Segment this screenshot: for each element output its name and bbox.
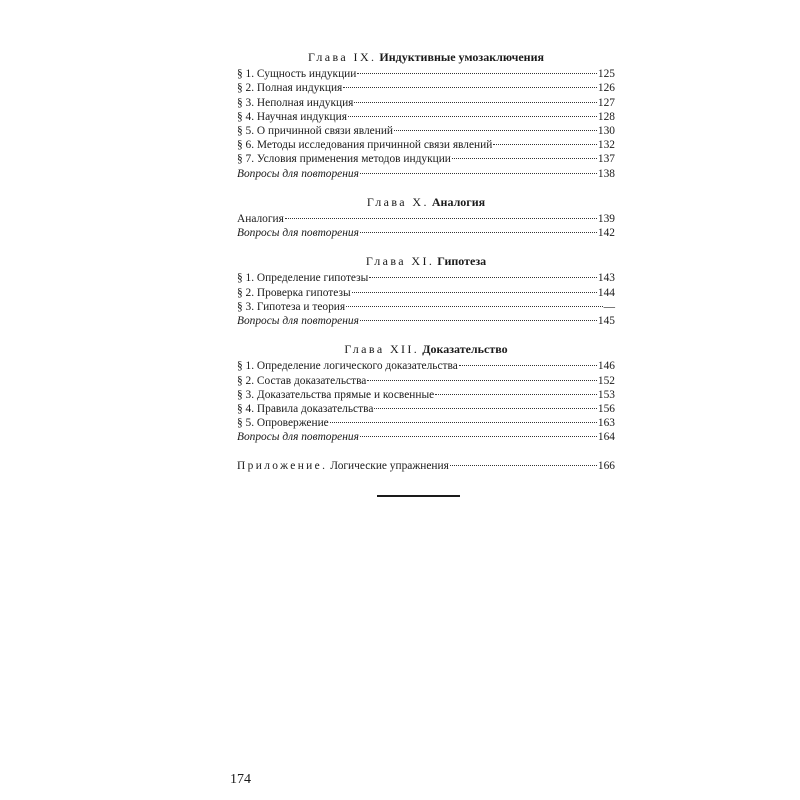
dot-leader (452, 157, 597, 159)
entry-title: § 1. Определение логического доказательства (237, 360, 458, 373)
chapter-label: Глава IX. (307, 50, 377, 64)
chapter-label: Глава XII. (344, 342, 420, 357)
entry-page: 164 (597, 431, 615, 444)
chapter-block (237, 195, 615, 241)
toc-entry (237, 430, 615, 444)
toc-entry (237, 81, 615, 95)
dot-leader (360, 231, 597, 233)
toc-entry (237, 374, 615, 388)
entry-title: § 3. Гипотеза и теория (237, 300, 346, 313)
toc-entry (237, 110, 615, 124)
toc-entry (237, 286, 615, 300)
entry-page: 145 (597, 315, 615, 328)
chapter-name: Гипотеза (437, 254, 487, 269)
toc-entry (237, 212, 615, 226)
dot-leader (374, 407, 597, 409)
table-of-contents (237, 50, 615, 473)
entry-title: Аналогия (237, 212, 284, 225)
closing-rule (377, 495, 460, 497)
dot-leader (450, 464, 597, 466)
dot-leader (367, 379, 597, 381)
entry-page: 143 (597, 272, 615, 285)
entry-page: 127 (597, 96, 615, 109)
entry-page: — (603, 300, 615, 313)
dot-leader (360, 172, 597, 174)
entry-title: § 3. Неполная индукция (237, 96, 354, 109)
chapter-block (237, 342, 615, 444)
chapter-block (237, 50, 615, 181)
entry-title: Вопросы для повторения (237, 227, 359, 240)
entry-page: 156 (597, 403, 615, 415)
chapter-title (237, 195, 615, 209)
dot-leader (354, 101, 596, 103)
toc-entry (237, 67, 615, 81)
dot-leader (369, 276, 597, 278)
toc-entry (237, 300, 615, 314)
entry-title: § 4. Научная индукция (237, 110, 347, 123)
dot-leader (459, 364, 597, 366)
entry-title: Вопросы для повторения (237, 431, 359, 444)
toc-entry (237, 226, 615, 240)
entry-page: 132 (597, 139, 615, 152)
entry-page: 137 (597, 153, 615, 166)
entry-title: § 2. Полная индукция (237, 82, 343, 95)
dot-leader (360, 435, 597, 437)
entry-page: 139 (597, 212, 615, 225)
chapter-label: Глава XI. (365, 254, 435, 269)
page-number: 174 (230, 772, 251, 787)
appendix-entry (237, 459, 615, 473)
dot-leader (343, 86, 597, 88)
chapter-label: Глава X. (366, 194, 429, 209)
entry-title: § 5. Опровержение (237, 417, 329, 430)
chapter-name: Доказательство (422, 342, 508, 357)
toc-entry (237, 359, 615, 373)
toc-entry (237, 96, 615, 110)
chapter-block (237, 254, 615, 328)
entry-title: § 2. Проверка гипотезы (237, 286, 351, 299)
dot-leader (330, 421, 597, 423)
entry-title: Вопросы для повторения (237, 315, 359, 328)
dot-leader (285, 217, 597, 219)
dot-leader (360, 319, 597, 321)
toc-entry (237, 152, 615, 166)
entry-page: 142 (597, 227, 615, 240)
toc-entry (237, 314, 615, 328)
entry-title: § 1. Определение гипотезы (237, 272, 369, 285)
entry-page: 163 (597, 417, 615, 430)
entry-title: § 5. О причинной связи явлений (237, 124, 394, 137)
entry-page: 153 (597, 388, 615, 401)
entry-title: § 7. Условия применения методов индукции (237, 153, 451, 166)
appendix-prefix: Приложение. (237, 459, 328, 472)
toc-entry (237, 124, 615, 138)
entry-page: 138 (597, 167, 615, 180)
entry-title: Вопросы для повторения (237, 167, 359, 180)
entry-title: § 3. Доказательства прямые и косвенные (237, 388, 435, 401)
dot-leader (346, 305, 603, 307)
entry-page: 125 (597, 68, 615, 81)
chapter-title (237, 50, 615, 64)
dot-leader (348, 115, 597, 117)
entry-page: 146 (597, 360, 615, 373)
dot-leader (352, 291, 597, 293)
appendix-label (237, 459, 449, 473)
entry-title: § 6. Методы исследования причинной связи явлений (237, 139, 493, 152)
entry-page: 152 (597, 374, 615, 387)
toc-entry (237, 167, 615, 181)
dot-leader (493, 143, 597, 145)
toc-entry (237, 388, 615, 402)
entry-page: 144 (597, 286, 615, 299)
entry-page: 126 (597, 82, 615, 95)
entry-page: 128 (597, 110, 615, 123)
entry-title: § 2. Состав доказательства (237, 374, 367, 387)
toc-entry (237, 138, 615, 152)
toc-entry (237, 271, 615, 285)
chapter-title (237, 254, 615, 268)
toc-entry (237, 416, 615, 430)
entry-page: 130 (597, 124, 615, 137)
dot-leader (357, 72, 597, 74)
dot-leader (435, 393, 597, 395)
entry-title: § 1. Сущность индукции (237, 68, 357, 81)
entry-title: § 4. Правила доказательства (237, 403, 374, 415)
toc-entry (237, 402, 615, 416)
appendix-page: 166 (597, 459, 615, 472)
chapter-name: Аналогия (431, 194, 486, 209)
appendix-title: Логические упражнения (330, 459, 449, 472)
dot-leader (394, 129, 597, 131)
chapter-list (237, 50, 615, 445)
chapter-title (237, 342, 615, 356)
chapter-name: Индуктивные умозаключения (379, 50, 545, 64)
